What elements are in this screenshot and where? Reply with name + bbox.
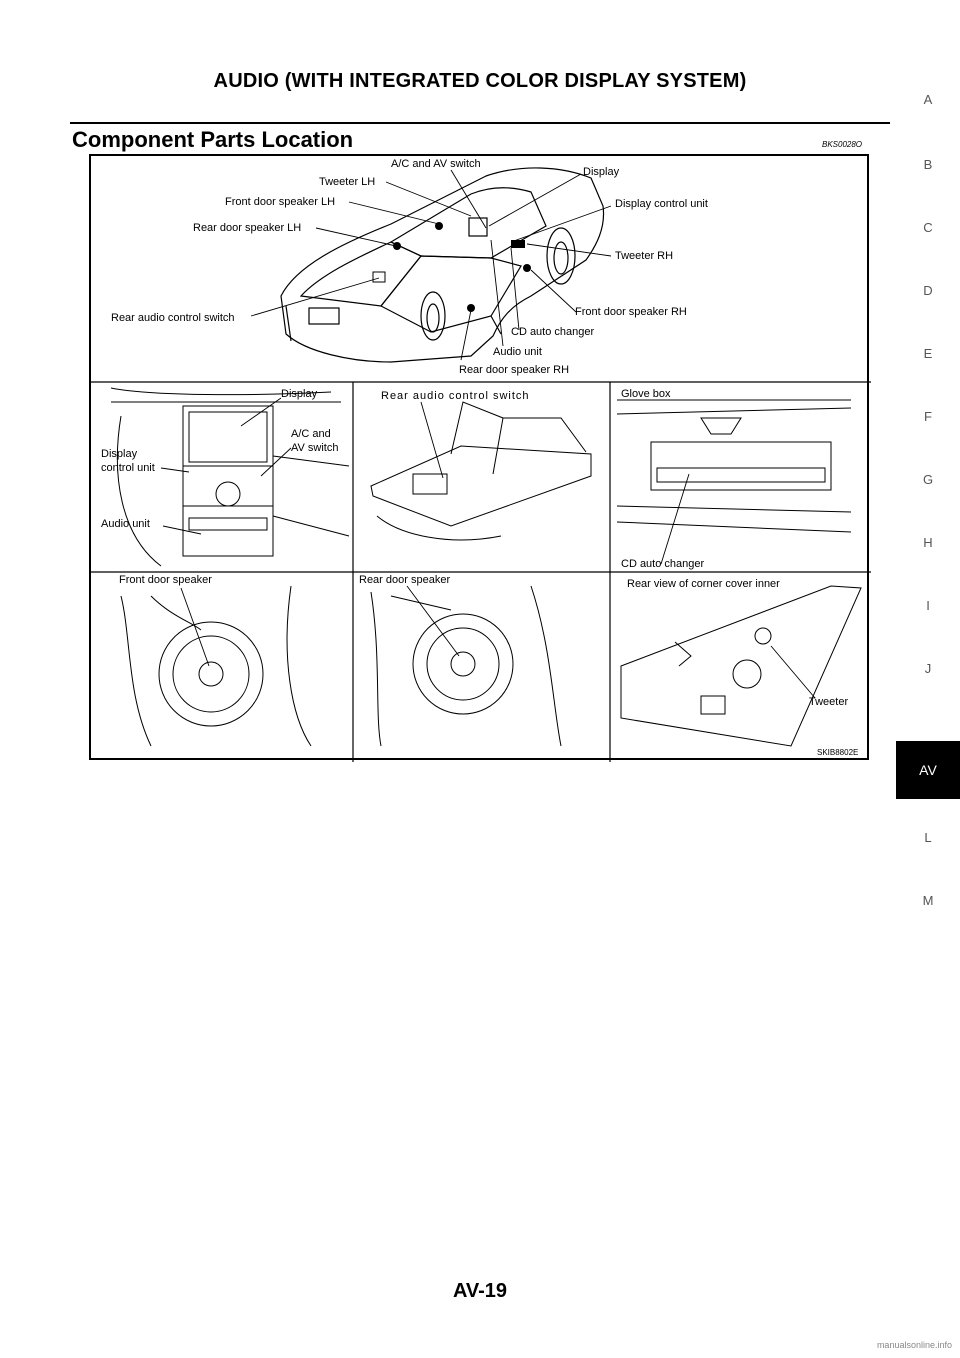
glovebox-leader bbox=[661, 474, 689, 564]
label-rear-door-speaker-lh: Rear door speaker LH bbox=[193, 222, 302, 234]
label-audio-unit: Audio unit bbox=[493, 346, 542, 358]
figure-drawing bbox=[91, 156, 871, 762]
label-cd-auto-changer: CD auto changer bbox=[511, 326, 595, 338]
tweeter-leader bbox=[771, 646, 815, 698]
label-glove-box: Glove box bbox=[621, 388, 671, 400]
tab-e[interactable]: E bbox=[923, 346, 933, 361]
console-leader bbox=[421, 402, 443, 478]
label-ac-av-switch: A/C and AV switch bbox=[391, 158, 481, 170]
label-front-door-speaker: Front door speaker bbox=[119, 574, 212, 586]
page-header-title: AUDIO (WITH INTEGRATED COLOR DISPLAY SYSTEM) bbox=[213, 70, 747, 92]
car-components bbox=[373, 218, 531, 312]
glovebox-drawing bbox=[617, 400, 851, 532]
label-front-door-speaker-lh: Front door speaker LH bbox=[225, 196, 336, 208]
label-glove-cd-auto-changer: CD auto changer bbox=[621, 558, 705, 570]
label-dash-audio-unit: Audio unit bbox=[101, 518, 150, 530]
label-dash-display: Display bbox=[281, 388, 318, 400]
header-rule bbox=[70, 122, 890, 124]
tab-d[interactable]: D bbox=[923, 283, 933, 298]
tab-h[interactable]: H bbox=[923, 535, 933, 550]
tab-g[interactable]: G bbox=[922, 472, 934, 487]
section-title: Component Parts Location bbox=[72, 127, 354, 152]
corner-cover-drawing bbox=[621, 586, 861, 746]
label-dash-av-switch: AV switch bbox=[291, 442, 339, 454]
dashboard-drawing bbox=[111, 388, 349, 566]
label-tweeter: Tweeter bbox=[809, 696, 849, 708]
footer-watermark: manualsonline.info bbox=[876, 1340, 952, 1350]
rear-door-leader bbox=[407, 586, 459, 656]
front-door-speaker-drawing bbox=[121, 586, 311, 746]
console-drawing bbox=[371, 402, 591, 540]
label-rear-door-speaker: Rear door speaker bbox=[359, 574, 451, 586]
tab-i[interactable]: I bbox=[926, 598, 930, 613]
label-dash-display-2: Display bbox=[101, 448, 138, 460]
label-front-door-speaker-rh: Front door speaker RH bbox=[575, 306, 687, 318]
label-console-rear-audio-control-switch: Rear audio control switch bbox=[381, 390, 530, 402]
front-door-leader bbox=[181, 588, 209, 666]
label-rear-door-speaker-rh: Rear door speaker RH bbox=[459, 364, 570, 376]
label-rear-view-corner-cover: Rear view of corner cover inner bbox=[627, 578, 780, 590]
tab-b[interactable]: B bbox=[923, 157, 933, 172]
tab-m[interactable]: M bbox=[922, 893, 934, 908]
label-dash-ac-and: A/C and bbox=[291, 428, 331, 440]
tab-l[interactable]: L bbox=[924, 830, 932, 845]
tab-av[interactable]: AV bbox=[896, 741, 960, 799]
side-tab-index bbox=[896, 0, 960, 1358]
label-tweeter-rh: Tweeter RH bbox=[615, 250, 674, 262]
component-figure bbox=[89, 154, 869, 760]
page-number: AV-19 bbox=[452, 1280, 508, 1302]
tab-c[interactable]: C bbox=[923, 220, 933, 235]
section-code: BKS0028O bbox=[822, 140, 863, 149]
figure-code: SKIB8802E bbox=[817, 748, 859, 757]
tab-a[interactable]: A bbox=[923, 92, 933, 107]
tab-j[interactable]: J bbox=[924, 661, 932, 676]
label-tweeter-lh: Tweeter LH bbox=[319, 176, 376, 188]
tab-f[interactable]: F bbox=[924, 409, 932, 424]
label-dash-control-unit: control unit bbox=[101, 462, 155, 474]
label-rear-audio-control-switch: Rear audio control switch bbox=[111, 312, 235, 324]
label-display: Display bbox=[583, 166, 620, 178]
label-display-control-unit: Display control unit bbox=[615, 198, 708, 210]
rear-door-speaker-drawing bbox=[371, 586, 561, 746]
